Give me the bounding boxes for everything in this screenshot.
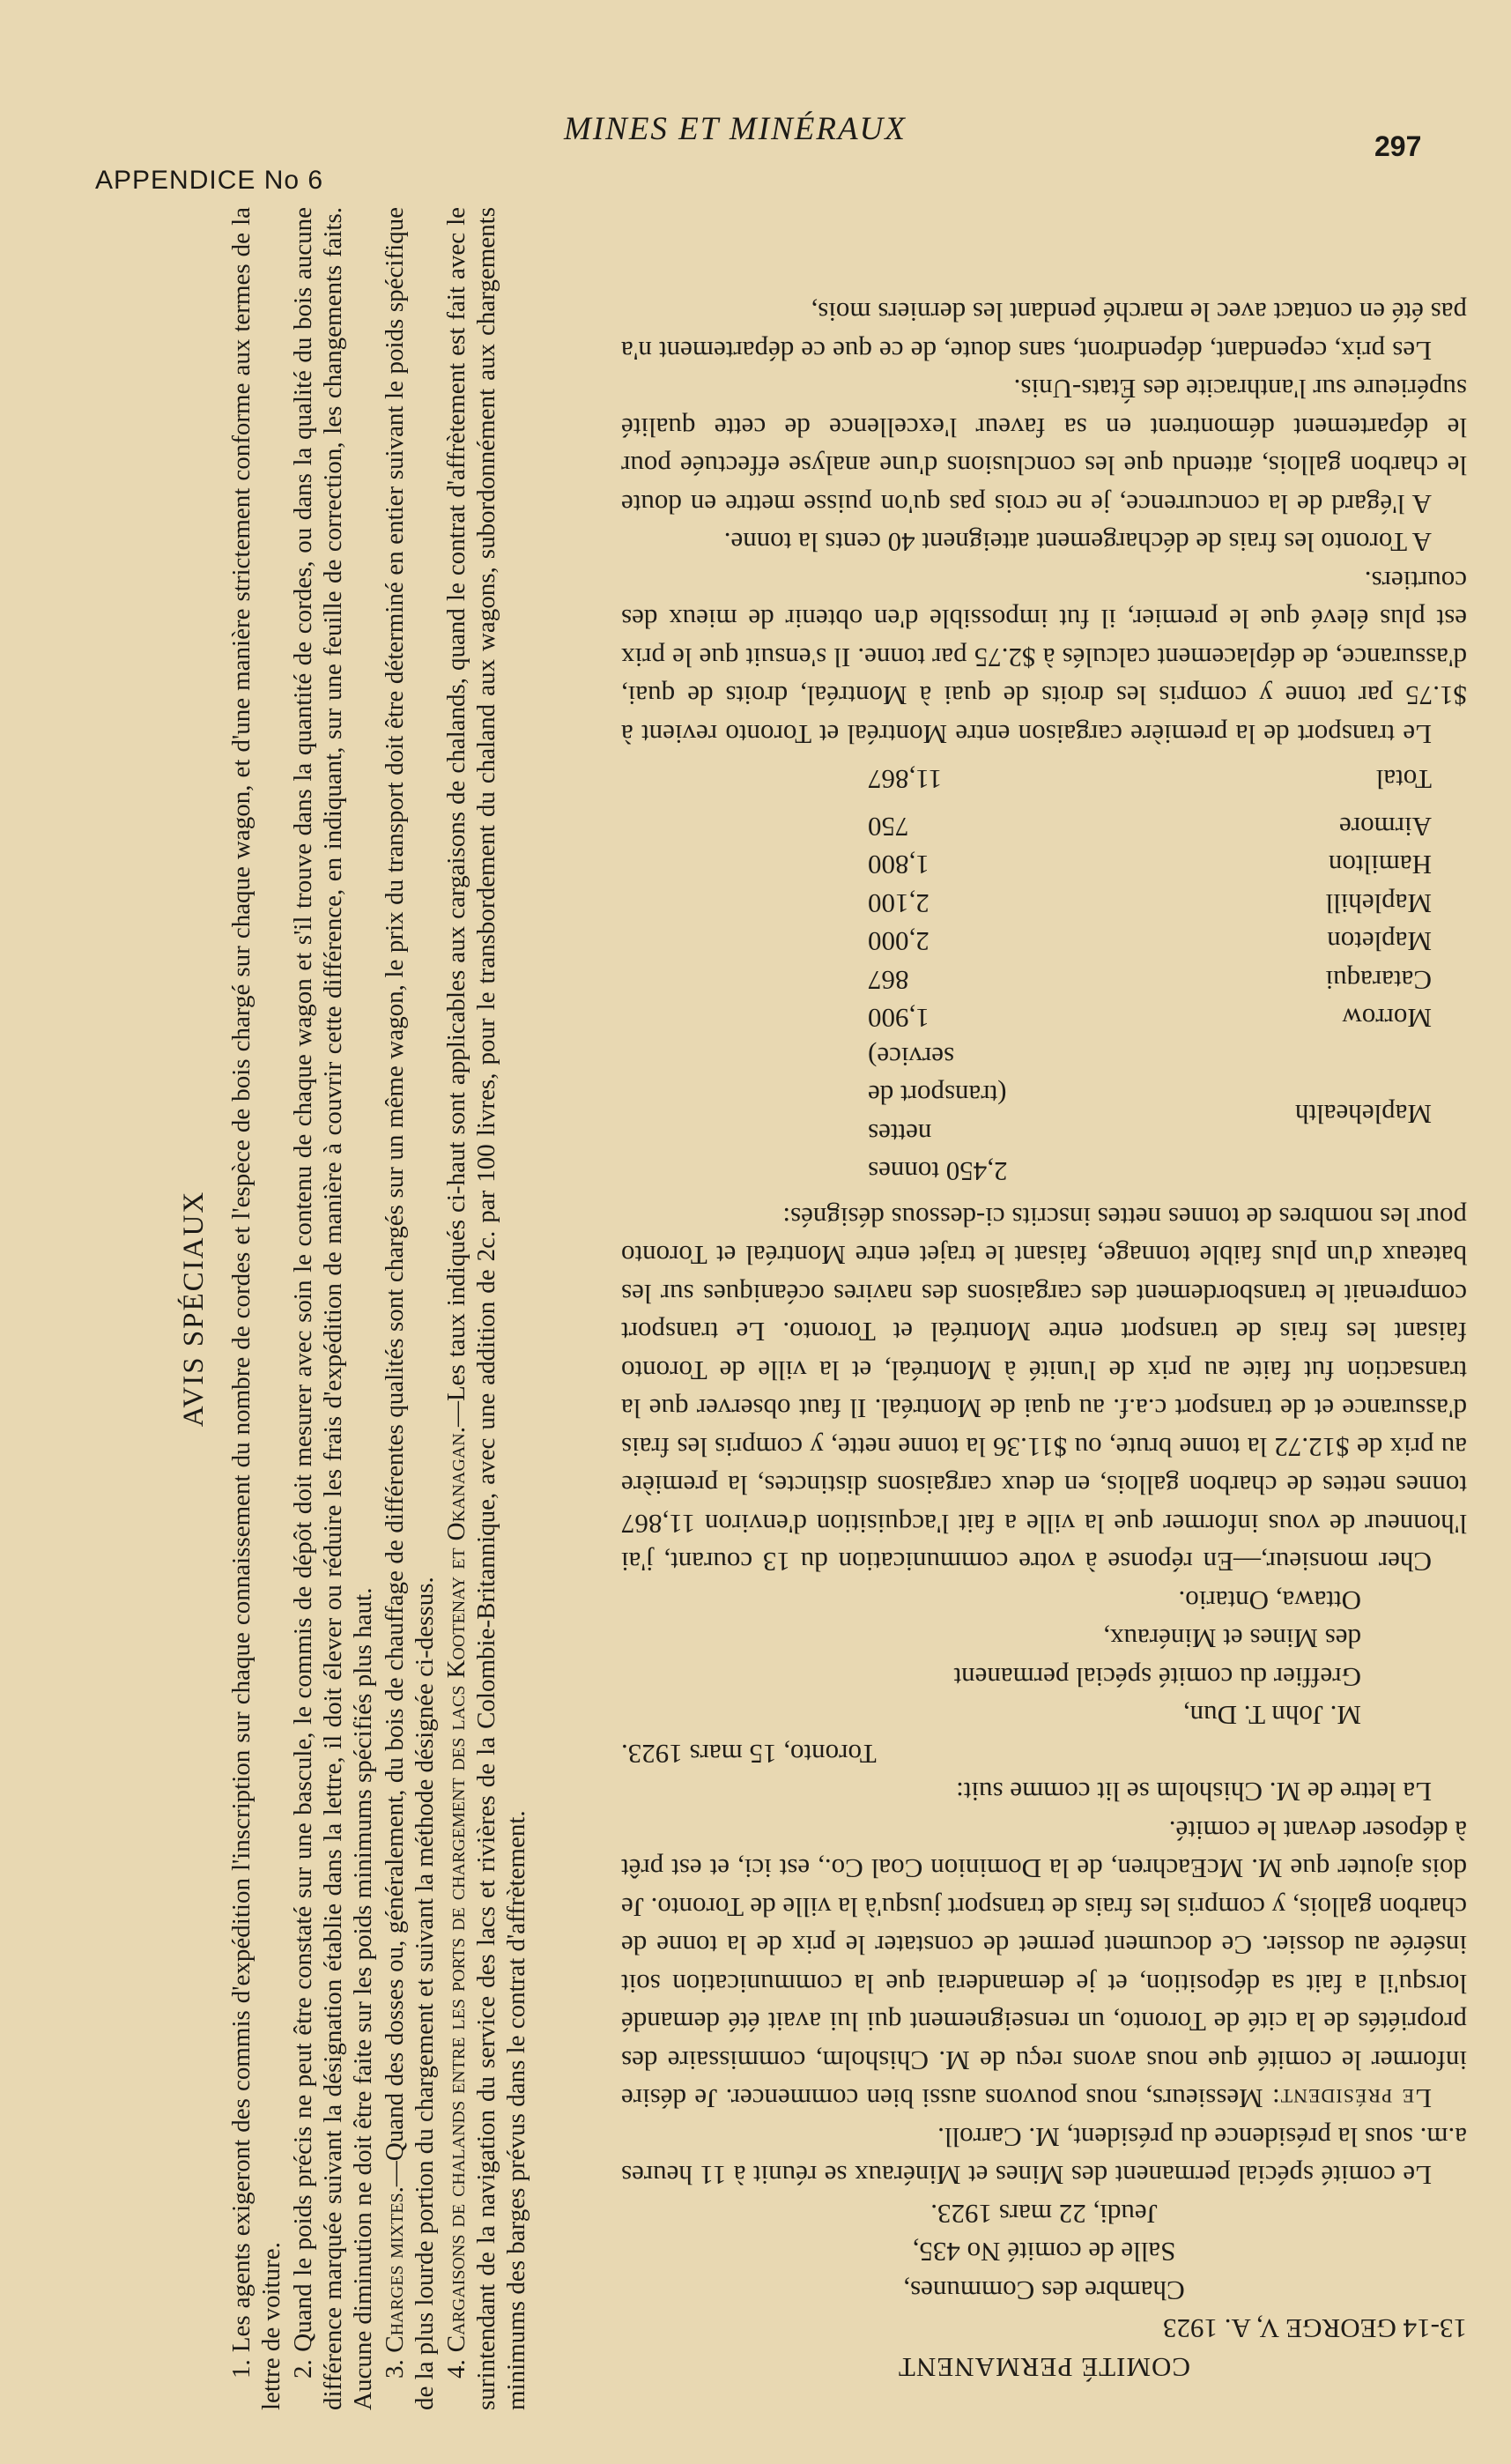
letter-para-2-lead: Le président: <box>1271 2083 1432 2115</box>
ship-row <box>868 885 1432 924</box>
notice-4 <box>441 207 531 2410</box>
ship-row <box>868 923 1432 961</box>
ship-tons: 2,100 <box>868 888 930 919</box>
letter-para-7: A Toronto les frais de déchargement atteignent 40 cents la tonne. <box>723 527 1432 559</box>
ship-name: Hamilton <box>1328 850 1432 881</box>
notice-1: 1. Les agents exigeront des commis d'expédition l'inscription sur chaque connaissement du nombre de cordes et l'espèce de bois chargé sur chaque wagon, et d'une manière strictement conforme aux termes de la lettre de voiture. <box>227 207 285 2410</box>
letter-para-2 <box>621 1812 1467 2119</box>
letter-para-6: Le transport de la première cargaison entre Montréal et Toronto revient à $1.75 par tonne y compris les droits de quai à Montréal, droits de quai, d'assurance, de déplacement calculés à $2.75 par tonne. Il s'ensuit que le prix est plus élevé que le premier, il fut impossible d'en obtenir de mieux des courtiers. <box>621 566 1467 750</box>
letter-dateline: Toronto, 15 mars 1923. <box>621 1739 877 1770</box>
notice-4-body: —Les taux indiqués ci-haut sont applicables aux cargaisons de chalands, quand le contrat d'affrètement est fait avec le surintendant de la navigation du service des lacs et rivières de la Colombie-Britannique, avec une addition de 2c. par 100 livres, pour le transbordement du chaland aux wagons, subordonnément aux chargements minimums des barges prévus dans le contrat d'affrètement. <box>442 206 530 2410</box>
notice-3-body: —Quand des dosses ou, généralement, du bois de chauffage de différentes qualités sont chargés sur un même wagon, le prix du transport doit être déterminé en entier suivant le poids spécifique de la plus lourde portion du chargement et suivant la méthode désignée ci-dessus. <box>381 206 439 2410</box>
ship-name: Maplehill <box>1325 888 1432 919</box>
notice-3 <box>380 207 440 2410</box>
ships-total-value: 11,867 <box>868 764 943 796</box>
ship-name: Airmore <box>1338 812 1432 842</box>
section-title: MINES ET MINÉRAUX <box>564 111 907 147</box>
letter-para-5-lead: Cher monsieur, <box>1261 1547 1432 1578</box>
notices-title: AVIS SPÉCIAUX <box>178 1190 210 1428</box>
ships-total-label: Total <box>1375 764 1432 796</box>
ship-row <box>868 808 1432 847</box>
ship-row <box>868 961 1432 1000</box>
letter-addressee-4: Ottawa, Ontario. <box>1178 1585 1361 1616</box>
letter-addressee-1: M. John T. Dun, <box>1182 1700 1361 1732</box>
letter-place-1: Chambre des Communes, <box>903 2275 1185 2306</box>
appendix-label: APPENDICE No 6 <box>95 166 324 195</box>
ship-name: Morrow <box>1342 1003 1432 1035</box>
ship-tons: 1,800 <box>868 850 930 881</box>
ship-row <box>868 1038 1432 1191</box>
letter-date: Jeudi, 22 mars 1923. <box>930 2199 1158 2230</box>
letter-para-3: La lettre de M. Chisholm se lit comme suit: <box>956 1777 1432 1808</box>
letter-date-head: 13-14 GEORGE V, A. 1923 <box>1162 2313 1467 2345</box>
letter-addressee-3: des Mines et Minéraux, <box>1103 1623 1361 1655</box>
ship-tons: 750 <box>868 812 909 842</box>
ship-row <box>868 999 1432 1038</box>
notice-3-lead: 3. Charges mixtes. <box>381 2186 409 2379</box>
letter-running-head: COMITÉ PERMANENT <box>897 2352 1191 2383</box>
ship-tons: 2,450 tonnes nettes (transport de service) <box>868 1042 1008 1188</box>
letter-para-5 <box>621 1199 1467 1582</box>
ships-table <box>868 761 1432 1191</box>
ship-row <box>868 846 1432 885</box>
notice-2: 2. Quand le poids précis ne peut être constaté sur une bascule, le commis de dépôt doit mesurer avec soin le contenu de chaque wagon et s'il trouve dans la quantité de cordes, ou dans la qualité du bois aucune différence marquée suivant la désignation établie dans la lettre, il doit élever ou réduire les frais d'expédition de manière à couvrir cette différence, en indiquant, sur une feuille de correction, les changements faits. Aucune diminution ne doit être faite sur les poids minimums spécifiés plus haut. <box>289 207 377 2410</box>
ship-tons: 2,000 <box>868 926 930 958</box>
notice-4-lead: 4. Cargaisons de chalands entre les ports de chargement des lacs Kootenay et Okanagan. <box>442 1427 470 2379</box>
ship-name: Cataraqui <box>1325 965 1432 996</box>
letter-addressee-2: Greffier du comité spécial permanent <box>953 1662 1361 1693</box>
page-number: 297 <box>1374 130 1422 162</box>
ships-total-row <box>868 761 1432 808</box>
special-notices <box>179 207 533 2410</box>
ship-name: Mapleton <box>1327 926 1432 958</box>
letter-para-1: Le comité spécial permanent des Mines et Minéraux se réunit à 11 heures a.m. sous la présidence du président, M. Carroll. <box>621 2122 1467 2192</box>
inverted-letter <box>621 210 1467 2386</box>
letter-para-8: A l'égard de la concurrence, je ne crois pas qu'on puisse mettre en doute le charbon gallois, attendu que les conclusions d'une analyse effectuée pour le département démontrent en sa faveur l'excellence de cette qualité supérieure sur l'anthracite des États-Unis. <box>621 374 1467 520</box>
letter-para-9: Les prix, cependant, dépendront, sans doute, de ce que ce département n'a pas été en contact avec le marché pendant les derniers mois, <box>621 297 1467 367</box>
ship-name: Maplehealth <box>1295 1099 1432 1131</box>
ship-tons: 867 <box>868 965 909 996</box>
letter-para-2-body: Messieurs, nous pouvons aussi bien commencer. Je désire informer le comité que nous avons reçu de M. Chisholm, commissaire des propriétés de la cité de Toronto, un renseignement qui lui avait été demandé lorsqu'il a fait sa déposition, et je demanderai que la communication soit insérée au dossier. Ce document permet de constater le prix de la tonne de charbon gallois, y compris les frais de transport jusqu'à la ville de Toronto. Je dois ajouter que M. McEachren, de la Dominion Coal Co., est ici, et est prêt à déposer devant le comité. <box>621 1815 1467 2115</box>
ship-tons: 1,900 <box>868 1003 930 1035</box>
letter-place-2: Salle de comité No 435, <box>912 2237 1176 2268</box>
letter-para-5-body: —En réponse à votre communication du 13 courant, j'ai l'honneur de vous informer que la ville a fait l'acquisition d'environ 11,867 tonnes nettes de charbon gallois, en deux cargaisons distinctes, la première au prix de $12.72 la tonne brute, ou $11.36 la tonne nette, y compris les frais d'assurance et de transport c.a.f. au quai de Montréal. Il faut observer que la transaction fut faite au prix de l'unité à Montréal, et la ville de Toronto faisant les frais de transport entre Montréal et Toronto. Le transport comprenait le transbordement des cargaisons des navires océaniques sur les bateaux d'un plus faible tonnage, faisant le trajet entre Montréal et Toronto pour les nombres de tonnes nettes inscrits ci-dessous désignés: <box>621 1202 1467 1578</box>
